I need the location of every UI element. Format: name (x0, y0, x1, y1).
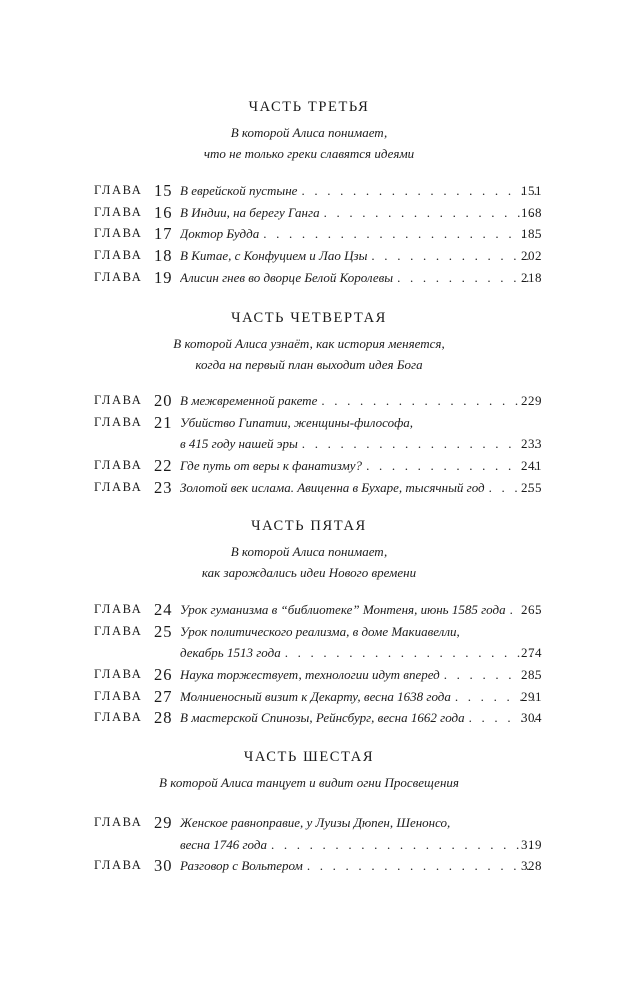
page-number: 265 (521, 602, 542, 617)
part-title: ЧАСТЬ ЧЕТВЕРТАЯ (231, 310, 387, 326)
chapter-title: В межвременной ракете (180, 393, 318, 408)
chapter-label: ГЛАВА (94, 479, 143, 494)
toc-entry-27[interactable] (0, 686, 618, 708)
toc-entry-29[interactable] (0, 812, 618, 834)
chapter-number: 22 (154, 456, 173, 476)
part-subtitle (0, 772, 618, 793)
leader-dots (271, 834, 538, 856)
part-six-chapters (0, 812, 618, 877)
page-number: 202 (521, 248, 542, 264)
chapter-label: ГЛАВА (94, 602, 143, 616)
chapter-title: В Индии, на берегу Ганга (180, 204, 320, 220)
chapter-number: 28 (154, 708, 173, 728)
part-title: ЧАСТЬ ТРЕТЬЯ (248, 99, 370, 115)
page-number: 229 (521, 393, 542, 408)
part-subtitle-line: В которой Алиса узнаёт, как история меняется, (173, 336, 445, 351)
toc-entry-22[interactable] (0, 455, 618, 477)
chapter-label: ГЛАВА (94, 458, 143, 473)
leader-dots (263, 223, 538, 245)
leader-dots (366, 455, 538, 477)
chapter-number: 26 (154, 665, 173, 685)
chapter-number: 15 (154, 181, 173, 200)
toc-entry-30[interactable] (0, 855, 618, 877)
leader-dots (307, 855, 538, 877)
toc-entry-16[interactable] (0, 202, 618, 224)
chapter-number: 17 (154, 224, 173, 244)
chapter-title: В Китае, с Конфуцием и Лао Цзы (180, 248, 368, 264)
chapter-number: 16 (154, 202, 173, 222)
part-three-chapters (0, 180, 618, 288)
toc-entry-20[interactable] (0, 390, 618, 412)
part-subtitle-line: В которой Алиса танцует и видит огни Просвещения (159, 775, 459, 790)
leader-dots (397, 267, 538, 289)
part-subtitle-line: что не только греки славятся идеями (203, 146, 415, 161)
page-number: 285 (521, 667, 542, 683)
part-subtitle-line: В которой Алиса понимает, (230, 125, 388, 140)
chapter-title: В мастерской Спинозы, Рейнсбург, весна 1662 года (180, 710, 465, 726)
page-number: 328 (521, 858, 542, 874)
toc-entry-23[interactable] (0, 477, 618, 499)
page-number: 241 (521, 458, 542, 474)
chapter-label: ГЛАВА (94, 248, 143, 263)
part-title: ЧАСТЬ ПЯТАЯ (251, 518, 367, 534)
chapter-title-continued: в 415 году нашей эры (180, 436, 298, 452)
chapter-label: ГЛАВА (94, 226, 143, 241)
toc-entry-15[interactable] (0, 180, 618, 202)
part-title: ЧАСТЬ ШЕСТАЯ (243, 749, 375, 765)
toc-entry-17[interactable] (0, 223, 618, 245)
page-number: 185 (521, 226, 542, 242)
chapter-label: ГЛАВА (94, 623, 143, 638)
chapter-label: ГЛАВА (94, 414, 143, 429)
part-four-chapters (0, 390, 618, 498)
part-subtitle (0, 122, 618, 164)
chapter-title: Золотой век ислама. Авиценна в Бухаре, тысячный год (180, 479, 485, 495)
part-subtitle-line: В которой Алиса понимает, (230, 544, 388, 559)
page-number: 319 (521, 836, 542, 852)
chapter-number: 19 (154, 267, 173, 287)
chapter-title: Женское равноправие, у Луизы Дюпен, Шенонсо, (180, 815, 451, 830)
chapter-title: Урок политического реализма, в доме Макиавелли, (180, 623, 460, 639)
toc-entry-25-cont[interactable] (0, 642, 618, 664)
part-subtitle-line: когда на первый план выходит идея Бога (195, 357, 423, 372)
chapter-label: ГЛАВА (94, 269, 143, 284)
chapter-title: Разговор с Вольтером (180, 858, 303, 874)
chapter-label: ГЛАВА (94, 710, 143, 725)
chapter-label: ГЛАВА (94, 858, 143, 873)
toc-entry-18[interactable] (0, 245, 618, 267)
chapter-label: ГЛАВА (94, 815, 143, 829)
chapter-number: 30 (154, 856, 173, 876)
leader-dots (302, 433, 538, 455)
chapter-title: Доктор Будда (180, 226, 260, 242)
chapter-title: Убийство Гипатии, женщины-философа, (180, 414, 414, 430)
chapter-number: 23 (154, 477, 173, 497)
chapter-number: 21 (154, 412, 173, 432)
chapter-number: 20 (154, 391, 173, 410)
chapter-number: 24 (154, 600, 173, 619)
chapter-title-continued: декабрь 1513 года (180, 645, 281, 661)
toc-entry-19[interactable] (0, 267, 618, 289)
chapter-title: Где путь от веры к фанатизму? (180, 458, 363, 474)
page-number: 255 (521, 479, 542, 495)
part-five-chapters (0, 599, 618, 729)
chapter-label: ГЛАВА (94, 688, 143, 703)
toc-entry-29-cont[interactable] (0, 834, 618, 856)
page-number: 304 (521, 710, 542, 726)
toc-entry-24[interactable] (0, 599, 618, 621)
page-number: 291 (521, 688, 542, 704)
page-number: 168 (521, 204, 542, 220)
chapter-number: 18 (154, 246, 173, 266)
chapter-title: Молниеносный визит к Декарту, весна 1638 года (180, 688, 451, 704)
part-subtitle (0, 541, 618, 583)
chapter-number: 29 (154, 813, 173, 832)
chapter-number: 27 (154, 686, 173, 706)
chapter-number: 25 (154, 621, 173, 641)
part-subtitle (0, 333, 618, 375)
page-number: 274 (521, 645, 542, 661)
chapter-title: Урок гуманизма в “библиотеке” Монтеня, июнь 1585 года (180, 602, 506, 617)
toc-entry-28[interactable] (0, 707, 618, 729)
chapter-title-continued: весна 1746 года (180, 836, 267, 852)
leader-dots (324, 202, 538, 224)
leader-dots (301, 180, 538, 202)
chapter-title: Алисин гнев во дворце Белой Королевы (180, 269, 394, 285)
part-five-header (0, 517, 618, 583)
leader-dots (285, 642, 538, 664)
chapter-label: ГЛАВА (94, 667, 143, 682)
toc-entry-25[interactable] (0, 621, 618, 643)
part-three-header (0, 98, 618, 164)
page-number: 233 (521, 436, 542, 452)
toc-entry-26[interactable] (0, 664, 618, 686)
page-number: 218 (521, 269, 542, 285)
toc-entry-21-cont[interactable] (0, 433, 618, 455)
toc-entry-21[interactable] (0, 412, 618, 434)
chapter-title: Наука торжествует, технологии идут вперед (180, 667, 440, 683)
leader-dots (371, 245, 538, 267)
chapter-label: ГЛАВА (94, 204, 143, 219)
part-four-header (0, 309, 618, 375)
chapter-title: В еврейской пустыне (180, 183, 298, 198)
chapter-label: ГЛАВА (94, 393, 143, 407)
part-six-header (0, 748, 618, 793)
leader-dots (321, 390, 538, 412)
part-subtitle-line: как зарождались идеи Нового времени (201, 565, 417, 580)
chapter-label: ГЛАВА (94, 183, 143, 197)
page-number: 151 (521, 183, 542, 198)
